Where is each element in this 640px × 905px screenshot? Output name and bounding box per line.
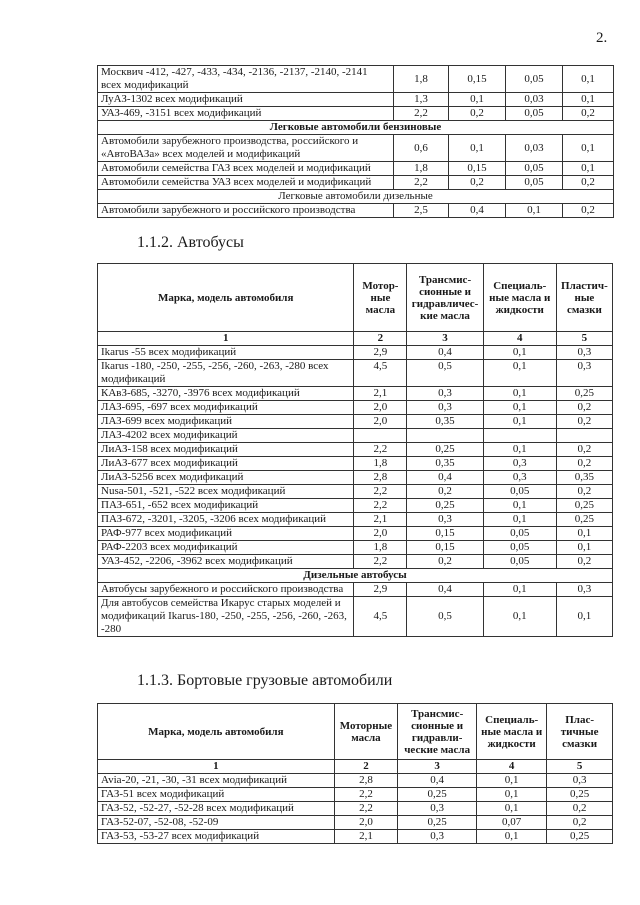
special-oil-value: 0,1 (506, 204, 563, 218)
table-row (98, 443, 613, 457)
special-oil-value: 0,1 (483, 499, 556, 513)
table-row (98, 415, 613, 429)
header-transmission-oils: Трансмис-сионные и гидравли-ческие масла (398, 704, 477, 760)
transmission-oil-value: 0,25 (407, 443, 483, 457)
vehicle-model: ПАЗ-651, -652 всех модификаций (98, 499, 354, 513)
motor-oil-value: 2,0 (354, 527, 407, 541)
vehicle-model: ГАЗ-51 всех модификаций (98, 788, 335, 802)
transmission-oil-value: 0,15 (407, 527, 483, 541)
header-model: Марка, модель автомобиля (98, 264, 354, 332)
grease-value: 0,1 (563, 162, 614, 176)
table-row (98, 360, 613, 387)
vehicle-model: КАвЗ-685, -3270, -3976 всех модификаций (98, 387, 354, 401)
transmission-oil-value: 0,2 (449, 107, 506, 121)
vehicle-model: РАФ-977 всех модификаций (98, 527, 354, 541)
vehicle-model: ГАЗ-52, -52-27, -52-28 всех модификаций (98, 802, 335, 816)
column-index: 1 (98, 332, 354, 346)
transmission-oil-value: 0,4 (449, 204, 506, 218)
transmission-oil-value: 0,15 (449, 162, 506, 176)
motor-oil-value: 4,5 (354, 360, 407, 387)
special-oil-value: 0,1 (483, 415, 556, 429)
grease-value: 0,1 (563, 93, 614, 107)
vehicle-model: Avia-20, -21, -30, -31 всех модификаций (98, 774, 335, 788)
motor-oil-value: 2,0 (354, 415, 407, 429)
grease-value: 0,2 (563, 204, 614, 218)
transmission-oil-value: 0,35 (407, 415, 483, 429)
special-oil-value: 0,3 (483, 457, 556, 471)
transmission-oil-value: 0,2 (449, 176, 506, 190)
cars-oil-norms-table (97, 65, 614, 218)
table-row (98, 830, 613, 844)
transmission-oil-value: 0,25 (398, 816, 477, 830)
column-index-row (98, 760, 613, 774)
motor-oil-value: 2,1 (354, 387, 407, 401)
motor-oil-value: 2,1 (334, 830, 398, 844)
motor-oil-value: 2,8 (334, 774, 398, 788)
table-row (98, 401, 613, 415)
table-row (98, 471, 613, 485)
header-greases: Пластич-ные смазки (556, 264, 612, 332)
header-motor-oils: Мотор-ные масла (354, 264, 407, 332)
vehicle-model: ПАЗ-672, -3201, -3205, -3206 всех модификаций (98, 513, 354, 527)
grease-value: 0,2 (556, 401, 612, 415)
grease-value: 0,3 (556, 360, 612, 387)
transmission-oil-value: 0,3 (398, 830, 477, 844)
transmission-oil-value: 0,3 (407, 401, 483, 415)
column-index: 5 (547, 760, 613, 774)
grease-value: 0,1 (556, 527, 612, 541)
column-index: 2 (354, 332, 407, 346)
table-row (98, 93, 614, 107)
table-row (98, 485, 613, 499)
special-oil-value: 0,1 (477, 774, 547, 788)
vehicle-model: ГАЗ-53, -53-27 всех модификаций (98, 830, 335, 844)
vehicle-model: УАЗ-452, -2206, -3962 всех модификаций (98, 555, 354, 569)
grease-value: 0,1 (563, 135, 614, 162)
motor-oil-value: 2,9 (354, 346, 407, 360)
grease-value (556, 429, 612, 443)
table-row (98, 204, 614, 218)
section-row (98, 569, 613, 583)
transmission-oil-value: 0,4 (407, 471, 483, 485)
header-row (98, 704, 613, 760)
vehicle-model: ЛАЗ-695, -697 всех модификаций (98, 401, 354, 415)
column-index: 3 (398, 760, 477, 774)
motor-oil-value: 1,8 (354, 457, 407, 471)
vehicle-model: ЛиАЗ-158 всех модификаций (98, 443, 354, 457)
transmission-oil-value: 0,25 (407, 499, 483, 513)
special-oil-value: 0,1 (483, 360, 556, 387)
table-row (98, 555, 613, 569)
special-oil-value: 0,05 (483, 485, 556, 499)
motor-oil-value: 2,2 (334, 802, 398, 816)
table-row (98, 597, 613, 637)
table-row (98, 135, 614, 162)
transmission-oil-value: 0,15 (407, 541, 483, 555)
special-oil-value: 0,05 (483, 527, 556, 541)
grease-value: 0,2 (547, 802, 613, 816)
table-row (98, 583, 613, 597)
transmission-oil-value: 0,1 (449, 93, 506, 107)
special-oil-value: 0,1 (477, 830, 547, 844)
grease-value: 0,1 (556, 541, 612, 555)
special-oil-value: 0,1 (483, 443, 556, 457)
vehicle-model: ЛАЗ-699 всех модификаций (98, 415, 354, 429)
grease-value: 0,2 (563, 176, 614, 190)
grease-value: 0,35 (556, 471, 612, 485)
grease-value: 0,1 (563, 66, 614, 93)
motor-oil-value: 2,2 (354, 443, 407, 457)
vehicle-model: Автобусы зарубежного и российского производства (98, 583, 354, 597)
vehicle-model: Автомобили зарубежного производства, российского и «АвтоВАЗа» всех моделей и модификаций (98, 135, 394, 162)
transmission-oil-value: 0,4 (407, 583, 483, 597)
special-oil-value: 0,05 (506, 176, 563, 190)
transmission-oil-value: 0,2 (407, 485, 483, 499)
header-greases: Плас-тичные смазки (547, 704, 613, 760)
grease-value: 0,25 (556, 513, 612, 527)
motor-oil-value: 0,6 (394, 135, 449, 162)
header-motor-oils: Моторные масла (334, 704, 398, 760)
section-label: Легковые автомобили бензиновые (98, 121, 614, 135)
grease-value: 0,2 (556, 457, 612, 471)
table-row (98, 802, 613, 816)
table-row (98, 527, 613, 541)
table-row (98, 541, 613, 555)
table-row (98, 162, 614, 176)
vehicle-model: ЛиАЗ-5256 всех модификаций (98, 471, 354, 485)
vehicle-model: ГАЗ-52-07, -52-08, -52-09 (98, 816, 335, 830)
motor-oil-value: 2,1 (354, 513, 407, 527)
vehicle-model: РАФ-2203 всех модификаций (98, 541, 354, 555)
motor-oil-value: 2,2 (394, 176, 449, 190)
trucks-oil-norms-table (97, 703, 613, 844)
header-transmission-oils: Трансмис-сионные и гидравличес-кие масла (407, 264, 483, 332)
grease-value: 0,2 (556, 443, 612, 457)
motor-oil-value: 2,2 (354, 485, 407, 499)
transmission-oil-value (407, 429, 483, 443)
table-row (98, 513, 613, 527)
vehicle-model: ЛуАЗ-1302 всех модификаций (98, 93, 394, 107)
column-index: 2 (334, 760, 398, 774)
special-oil-value: 0,1 (483, 513, 556, 527)
table-row (98, 499, 613, 513)
header-special-oils: Специаль-ные масла и жидкости (483, 264, 556, 332)
special-oil-value: 0,03 (506, 135, 563, 162)
motor-oil-value: 2,0 (354, 401, 407, 415)
motor-oil-value: 2,2 (354, 499, 407, 513)
special-oil-value: 0,1 (477, 802, 547, 816)
vehicle-model: ЛиАЗ-677 всех модификаций (98, 457, 354, 471)
motor-oil-value: 1,8 (394, 66, 449, 93)
special-oil-value: 0,1 (483, 583, 556, 597)
motor-oil-value: 4,5 (354, 597, 407, 637)
section-label: Легковые автомобили дизельные (98, 190, 614, 204)
vehicle-model: Автомобили семейства УАЗ всех моделей и модификаций (98, 176, 394, 190)
section-label: Дизельные автобусы (98, 569, 613, 583)
section-row (98, 121, 614, 135)
vehicle-model: УАЗ-469, -3151 всех модификаций (98, 107, 394, 121)
vehicle-model: Автомобили семейства ГАЗ всех моделей и модификаций (98, 162, 394, 176)
table-row (98, 816, 613, 830)
section-title-buses: 1.1.2. Автобусы (137, 234, 244, 251)
motor-oil-value: 2,9 (354, 583, 407, 597)
section-title-trucks: 1.1.3. Бортовые грузовые автомобили (137, 672, 393, 689)
column-index: 1 (98, 760, 335, 774)
transmission-oil-value: 0,3 (407, 387, 483, 401)
special-oil-value: 0,1 (483, 401, 556, 415)
transmission-oil-value: 0,4 (398, 774, 477, 788)
special-oil-value: 0,1 (483, 387, 556, 401)
special-oil-value: 0,05 (483, 541, 556, 555)
motor-oil-value: 1,8 (394, 162, 449, 176)
grease-value: 0,25 (547, 788, 613, 802)
motor-oil-value: 2,2 (394, 107, 449, 121)
grease-value: 0,2 (563, 107, 614, 121)
special-oil-value: 0,3 (483, 471, 556, 485)
transmission-oil-value: 0,35 (407, 457, 483, 471)
header-special-oils: Специаль-ные масла и жидкости (477, 704, 547, 760)
motor-oil-value (354, 429, 407, 443)
transmission-oil-value: 0,3 (407, 513, 483, 527)
transmission-oil-value: 0,5 (407, 597, 483, 637)
special-oil-value: 0,1 (483, 346, 556, 360)
grease-value: 0,2 (556, 415, 612, 429)
grease-value: 0,2 (556, 485, 612, 499)
vehicle-model: Nusa-501, -521, -522 всех модификаций (98, 485, 354, 499)
column-index: 4 (477, 760, 547, 774)
table-row (98, 107, 614, 121)
special-oil-value: 0,03 (506, 93, 563, 107)
transmission-oil-value: 0,2 (407, 555, 483, 569)
table-row (98, 387, 613, 401)
header-model: Марка, модель автомобиля (98, 704, 335, 760)
special-oil-value: 0,1 (483, 597, 556, 637)
motor-oil-value: 2,2 (354, 555, 407, 569)
transmission-oil-value: 0,5 (407, 360, 483, 387)
transmission-oil-value: 0,4 (407, 346, 483, 360)
transmission-oil-value: 0,25 (398, 788, 477, 802)
grease-value: 0,3 (547, 774, 613, 788)
table-row (98, 429, 613, 443)
table-row (98, 457, 613, 471)
header-row (98, 264, 613, 332)
table-row (98, 788, 613, 802)
table-row (98, 346, 613, 360)
grease-value: 0,2 (547, 816, 613, 830)
grease-value: 0,25 (547, 830, 613, 844)
vehicle-model: Для автобусов семейства Икарус старых моделей и модификаций Ikarus-180, -250, -255, -256, -260, -263, -280 (98, 597, 354, 637)
special-oil-value: 0,05 (506, 66, 563, 93)
motor-oil-value: 2,0 (334, 816, 398, 830)
column-index: 5 (556, 332, 612, 346)
column-index: 4 (483, 332, 556, 346)
vehicle-model: Москвич -412, -427, -433, -434, -2136, -2137, -2140, -2141 всех модификаций (98, 66, 394, 93)
special-oil-value: 0,1 (477, 788, 547, 802)
table-row (98, 176, 614, 190)
motor-oil-value: 1,3 (394, 93, 449, 107)
transmission-oil-value: 0,15 (449, 66, 506, 93)
grease-value: 0,3 (556, 346, 612, 360)
special-oil-value: 0,05 (506, 107, 563, 121)
grease-value: 0,2 (556, 555, 612, 569)
section-row (98, 190, 614, 204)
vehicle-model: ЛАЗ-4202 всех модификаций (98, 429, 354, 443)
motor-oil-value: 2,5 (394, 204, 449, 218)
grease-value: 0,3 (556, 583, 612, 597)
vehicle-model: Ikarus -180, -250, -255, -256, -260, -263, -280 всех модификаций (98, 360, 354, 387)
motor-oil-value: 1,8 (354, 541, 407, 555)
motor-oil-value: 2,8 (354, 471, 407, 485)
grease-value: 0,25 (556, 387, 612, 401)
motor-oil-value: 2,2 (334, 788, 398, 802)
special-oil-value: 0,05 (506, 162, 563, 176)
grease-value: 0,1 (556, 597, 612, 637)
table-row (98, 66, 614, 93)
transmission-oil-value: 0,1 (449, 135, 506, 162)
table-row (98, 774, 613, 788)
vehicle-model: Ikarus -55 всех модификаций (98, 346, 354, 360)
special-oil-value: 0,07 (477, 816, 547, 830)
vehicle-model: Автомобили зарубежного и российского производства (98, 204, 394, 218)
grease-value: 0,25 (556, 499, 612, 513)
special-oil-value (483, 429, 556, 443)
transmission-oil-value: 0,3 (398, 802, 477, 816)
column-index: 3 (407, 332, 483, 346)
page-number: 2. (596, 30, 608, 46)
buses-oil-norms-table (97, 263, 613, 637)
special-oil-value: 0,05 (483, 555, 556, 569)
column-index-row (98, 332, 613, 346)
